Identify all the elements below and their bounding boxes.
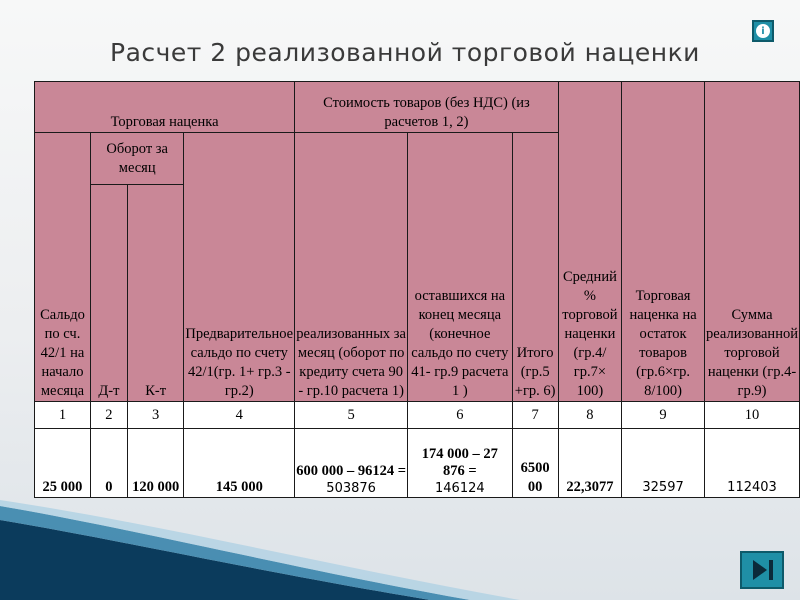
header-col8: Средний % торговой наценки (гр.4/гр.7× 100) — [558, 82, 621, 402]
header-col1: Сальдо по сч. 42/1 на начало месяца — [35, 133, 91, 402]
value-col1: 25 000 — [35, 429, 91, 498]
value-col2: 0 — [90, 429, 127, 498]
column-number: 6 — [408, 402, 512, 429]
value-col5-result: 503876 — [326, 481, 376, 496]
value-col7: 6500 00 — [512, 429, 558, 498]
markup-calculation-table — [34, 81, 800, 498]
column-number: 7 — [512, 402, 558, 429]
column-number: 3 — [127, 402, 184, 429]
header-col7: Итого (гр.5 +гр. 6) — [512, 133, 558, 402]
column-number: 8 — [558, 402, 621, 429]
value-col3: 120 000 — [127, 429, 184, 498]
header-turnover-group: Оборот за месяц — [90, 133, 183, 185]
value-col9: 32597 — [622, 429, 705, 498]
info-icon: i — [756, 24, 770, 38]
column-number: 4 — [184, 402, 295, 429]
column-number: 9 — [622, 402, 705, 429]
value-col6-formula: 174 000 – 27 876 = — [421, 446, 498, 479]
column-number: 1 — [35, 402, 91, 429]
header-cost-group: Стоимость товаров (без НДС) (из расчетов 1, 2) — [295, 82, 559, 133]
header-col6: оставшихся на конец месяца (конечное сальдо по счету 41- гр.9 расчета 1 ) — [408, 133, 512, 402]
column-number: 2 — [90, 402, 127, 429]
next-slide-button[interactable] — [740, 551, 784, 589]
decorative-swoosh — [0, 500, 800, 600]
header-col9: Торговая наценка на остаток товаров (гр.6×гр. 8/100) — [622, 82, 705, 402]
value-col5-formula: 600 000 – 96124 = — [296, 463, 406, 479]
header-col4: Предварительное сальдо по счету 42/1(гр. 1+ гр.3 - гр.2) — [184, 133, 295, 402]
play-next-icon — [742, 553, 782, 587]
header-col3: К-т — [127, 185, 184, 402]
value-col10: 112403 — [705, 429, 800, 498]
header-col2: Д-т — [90, 185, 127, 402]
slide-title: Расчет 2 реализованной торговой наценки — [110, 38, 700, 67]
value-col6 — [408, 429, 512, 498]
header-col10: Сумма реализованной торговой наценки (гр.4-гр.9) — [705, 82, 800, 402]
value-col8: 22,3077 — [558, 429, 621, 498]
value-col5 — [295, 429, 408, 498]
value-col4: 145 000 — [184, 429, 295, 498]
column-number: 10 — [705, 402, 800, 429]
value-col6-result: 146124 — [435, 481, 485, 496]
header-col5: реализованных за месяц (оборот по кредиту счета 90 - гр.10 расчета 1) — [295, 133, 408, 402]
column-number: 5 — [295, 402, 408, 429]
header-markup-group: Торговая наценка — [35, 82, 295, 133]
info-button[interactable] — [752, 20, 774, 42]
